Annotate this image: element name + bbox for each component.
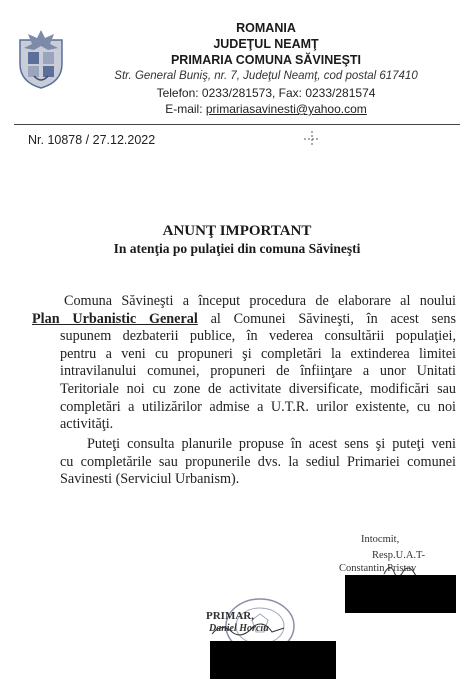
header-country: ROMANIA [236, 21, 296, 35]
text-line: activităţi. [60, 416, 114, 433]
text-line: Comuna Săvineşti a început procedura de elaborare al noului [64, 293, 456, 309]
mayor-title: PRIMAR, [206, 610, 254, 622]
text-line: cu completările sau propunerile dvs. la sediul Primariei comunei [60, 453, 456, 470]
plan-name: Plan Urbanistic General [32, 310, 198, 327]
announcement-title: ANUNŢ IMPORTANT [162, 223, 312, 239]
crosshair-mark-icon [303, 130, 321, 148]
prepared-by-name: Constantin Pristav [339, 563, 417, 574]
header-phone: Telefon: 0233/281573, Fax: 0233/281574 [156, 86, 376, 100]
header-institution: PRIMARIA COMUNA SĂVINEŞTI [170, 53, 362, 67]
header-county: JUDEŢUL NEAMŢ [213, 37, 319, 51]
prepared-by-role: Resp.U.A.T- [372, 550, 425, 561]
text-line: completări a utilizărilor admise a U.T.R. urilor existente, cu noi [60, 398, 456, 415]
body-paragraph-2 [32, 436, 456, 489]
mayor-signature-scribble [208, 618, 288, 640]
registration-number: Nr. 10878 / 27.12.2022 [28, 133, 156, 147]
coat-of-arms-icon [10, 26, 72, 90]
header-email-line [96, 102, 436, 116]
redaction-block [210, 641, 336, 679]
text-line: intravilanului comunei, propuneri de înfiinţare a unor Unitati [60, 363, 456, 380]
prepared-by-label: Intocmit, [361, 534, 400, 545]
email-link[interactable]: primariasavinesti@yahoo.com [205, 102, 367, 116]
announcement-subtitle: In atenţia po pulaţiei din comuna Săvineşti [113, 241, 361, 256]
text-line: Savinesti (Serviciul Urbanism). [60, 471, 240, 488]
text-line: pentru a veni cu propuneri şi completări la extinderea limitei [60, 345, 456, 362]
redaction-block [345, 575, 456, 613]
email-label: E-mail: [165, 102, 206, 116]
text-span: al Comunei Săvineşti, în acest sens [197, 310, 456, 327]
body-paragraph-1 [32, 293, 456, 434]
mayor-name: Daniel Horciu [209, 623, 269, 634]
text-line: supunem dezbaterii publice, în vederea consultării populaţiei, [60, 328, 456, 345]
header-divider [14, 124, 460, 125]
text-line: Puteţi consulta planurile propuse în acest sens şi puteţi veni [87, 436, 456, 452]
text-line: Teritoriale noi cu zone de activitate diversificate, modificări sau [60, 380, 456, 397]
text-line [32, 311, 456, 329]
header-address: Str. General Buniş, nr. 7, Judeţul Neamţ, cod postal 617410 [114, 70, 418, 82]
